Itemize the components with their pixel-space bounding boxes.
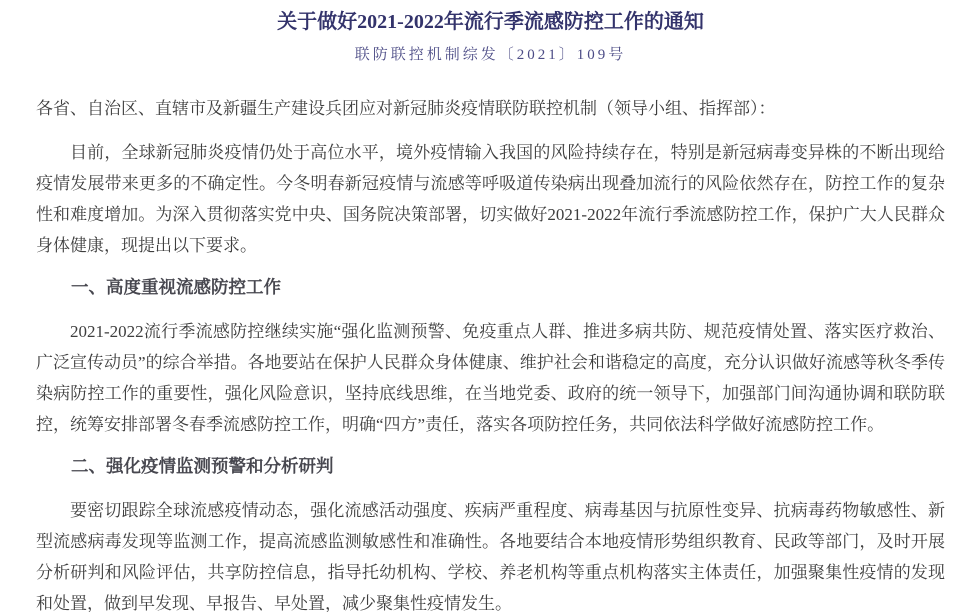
paragraph-section-1: 2021-2022流行季流感防控继续实施“强化监测预警、免疫重点人群、推进多病共防、规范疫情处置、落实医疗救治、广泛宣传动员”的综合举措。各地要站在保护人民群众身体健康、维护社会和谐稳定的高度，充分认识做好流感等秋冬季传染病防控工作的重要性，强化风险意识，坚持底线思维，在当地党委、政府的统一领导下，加强部门间沟通协调和联防联控，统筹安排部署冬春季流感防控工作，明确“四方”责任，落实各项防控任务，共同依法科学做好流感防控工作。: [36, 322, 945, 434]
section-heading-2: 二、强化疫情监测预警和分析研判: [71, 456, 334, 476]
paragraph-intro: 目前，全球新冠肺炎疫情仍处于高位水平，境外疫情输入我国的风险持续存在，特别是新冠病毒变异株的不断出现给疫情发展带来更多的不确定性。今冬明春新冠疫情与流感等呼吸道传染病出现叠加流行的风险依然存在，防控工作的复杂性和难度增加。为深入贯彻落实党中央、国务院决策部署，切实做好2021-2022年流行季流感防控工作，保护广大人民群众身体健康，现提出以下要求。: [36, 143, 945, 255]
notice-title: 关于做好2021-2022年流行季流感防控工作的通知: [277, 11, 704, 33]
salutation-line: 各省、自治区、直辖市及新疆生产建设兵团应对新冠肺炎疫情联防联控机制（领导小组、指挥部）：: [36, 99, 776, 118]
section-heading-1: 一、高度重视流感防控工作: [71, 277, 281, 297]
doc-number: 联防联控机制综发〔2021〕109号: [354, 47, 627, 63]
paragraph-section-2: 要密切跟踪全球流感疫情动态，强化流感活动强度、疾病严重程度、病毒基因与抗原性变异、抗病毒药物敏感性、新型流感病毒发现等监测工作，提高流感监测敏感性和准确性。各地要结合本地疫情形势组织教育、民政等部门，及时开展分析研判和风险评估，共享防控信息，指导托幼机构、学校、养老机构等重点机构落实主体责任，加强聚集性疫情的发现和处置，做到早发现、早报告、早处置，减少聚集性疫情发生。: [36, 501, 945, 612]
